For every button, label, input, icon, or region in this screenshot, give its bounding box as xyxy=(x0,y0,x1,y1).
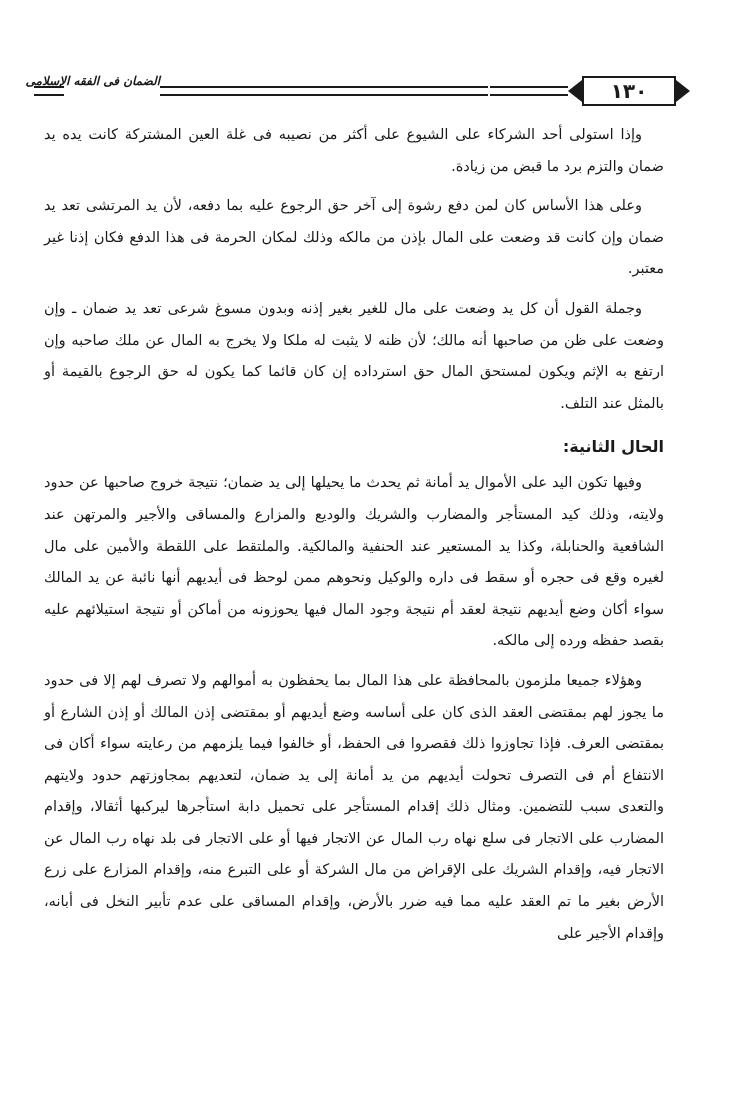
running-title: الضمان فى الفقه الإسلامى xyxy=(25,74,160,88)
page-number: ١٣٠ xyxy=(582,76,676,106)
paragraph-3: وجملة القول أن كل يد وضعت على مال للغير بغير إذنه وبدون مسوغ شرعى تعد يد ضمان ـ وإن وضعت على ظن من صاحبها أنه مالك؛ لأن ظنه لا يثبت له ملكا ولا يخرج به المال عن ملك صاحبه وإن ارتفع به الإثم ويكون لمستحق المال حق استرداده إن كان قائما كما يكون له حق الرجوع بالقيمة أو بالمثل عند التلف. xyxy=(44,300,664,412)
page-body xyxy=(44,120,664,950)
header-rule-middle xyxy=(160,86,488,96)
page-header xyxy=(25,64,696,116)
section-heading: الحال الثانية: xyxy=(562,437,664,457)
page-number-right-arrow-icon xyxy=(676,80,690,102)
header-rule-right xyxy=(490,86,568,96)
page-number-left-arrow-icon xyxy=(568,80,582,102)
paragraph-4: وفيها تكون اليد على الأموال يد أمانة ثم يحدث ما يحيلها إلى يد ضمان؛ نتيجة خروج صاحبها عن حدود ولايته، وذلك كيد المستأجر والمضارب والشريك والوديع والمزارع والمساقى والأجير والمرتهن عند الشافعية والحنابلة، وكذا يد المستعير عند الحنفية والمالكية. والملتقط على اللقطة والأمين على مال لغيره وقع فى حجره أو سقط فى داره والوكيل ونحوهم ممن لوحظ فى أيديهم أنها نائبة عن يد المالك سواء أكان وضع أيديهم نتيجة لعقد أم نتيجة وجود المال فيها يحوزونه من أماكن أو نتيجة استيلائهم عليه بقصد حفظه ورده إلى مالكه. xyxy=(44,475,664,650)
paragraph-2: وعلى هذا الأساس كان لمن دفع رشوة إلى آخر حق الرجوع عليه بما دفعه، لأن يد المرتشى تعد يد ضمان وإن كانت قد وضعت على المال بإذن من مالكه وذلك لمكان الحرمة فى هذا الدفع فكان إذنا غير معتبر. xyxy=(44,198,664,278)
paragraph-1: وإذا استولى أحد الشركاء على الشيوع على أكثر من نصيبه فى غلة العين المشتركة كانت يده يد ضمان والتزم برد ما قبض من زيادة. xyxy=(44,127,664,175)
paragraph-5: وهؤلاء جميعا ملزمون بالمحافظة على هذا المال بما يحفظون به أموالهم ولا تصرف لهم إلا فى حدود ما يجوز لهم بمقتضى العقد الذى كان على أساسه وضع أيديهم أو بمقتضى إذن المالك أو إذن الشارع أو بمقتضى العرف. فإذا تجاوزوا ذلك فقصروا فى الحفظ، أو خالفوا فيما يلزمهم من رعايته سواء أكان فى الانتفاع أم فى التصرف تحولت أيديهم من يد أمانة إلى يد ضمان، لتعديهم بمجاوزتهم حدود ولايتهم والتعدى سبب للتضمين. ومثال ذلك إقدام المستأجر على تحميل دابة استأجرها ليركبها أثقالا، وإقدام المضارب على الاتجار فى سلع نهاه رب المال عن الاتجار فيها أو على الاتجار فى بلد نهاه رب المال عن الاتجار فيه، وإقدام الشريك على الإقراض من مال الشركة أو على التبرع منه، وإقدام المزارع على زرع الأرض بغير ما تم العقد عليه مما فيه ضرر بالأرض، وإقدام المساقى على عدم تأبير النخل فى أبانه، وإقدام الأجير على xyxy=(44,672,664,942)
